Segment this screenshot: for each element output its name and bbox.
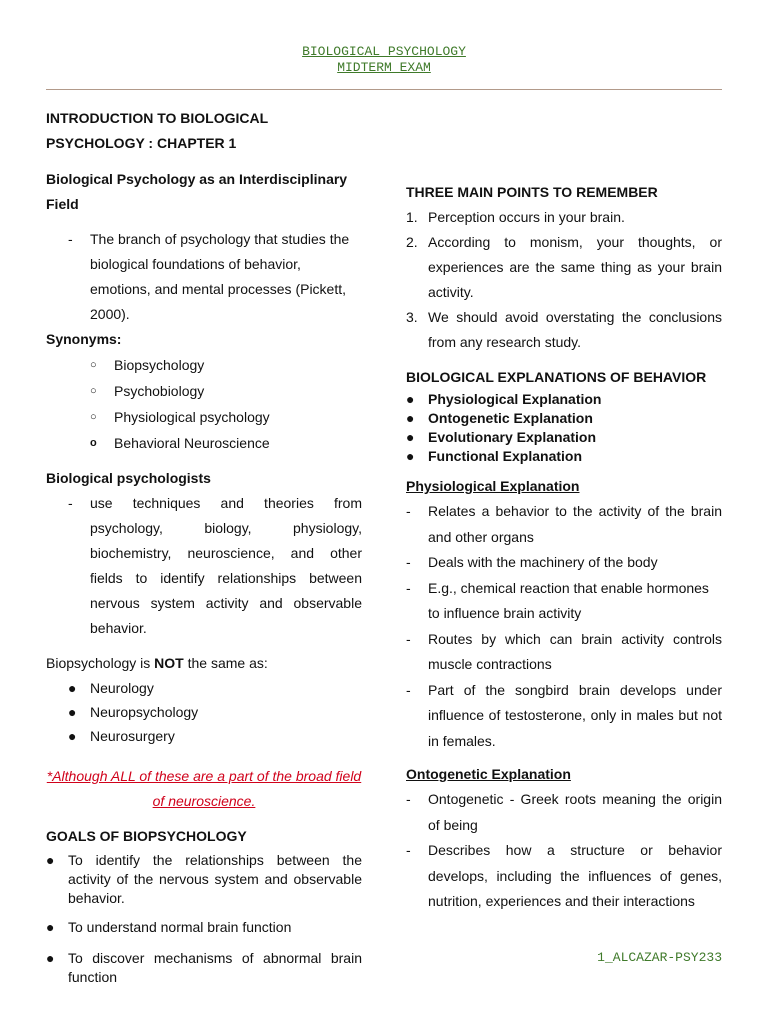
list-item: ○ Physiological psychology: [90, 409, 270, 425]
not-same-text: Biopsychology is NOT the same as:: [46, 655, 268, 671]
psychologists-desc: - use techniques and theories from psychology, biology, physiology, biochemistry, neuroscience, and other fields to identify relationships between nervous system activity and observable behavior.: [46, 491, 362, 641]
not-same-list: [46, 676, 362, 748]
goals-title: GOALS OF BIOPSYCHOLOGY: [46, 828, 247, 844]
list-item: - E.g., chemical reaction that enable hormones to influence brain activity: [406, 579, 709, 621]
list-item: - Describes how a structure or behavior develops, including the influences of genes, nutrition, experiences and their interactions: [406, 842, 722, 909]
list-item: - Part of the songbird brain develops under influence of testosterone, only in males but not in females.: [406, 681, 722, 749]
ontogenetic-title: Ontogenetic Explanation: [406, 766, 571, 782]
list-item: ● To identify the relationships between the activity of the nervous system and observable behavior.: [46, 852, 362, 906]
left-column: [46, 106, 362, 987]
list-item: - Ontogenetic - Greek roots meaning the origin of being: [406, 791, 722, 833]
ontogenetic-list: [406, 787, 722, 915]
list-item: ● Ontogenetic Explanation: [406, 410, 593, 426]
physiological-title: Physiological Explanation: [406, 478, 580, 494]
synonyms-list: [46, 352, 362, 456]
neuroscience-note: *Although ALL of these are a part of the broad field of neuroscience.: [46, 768, 362, 809]
list-item: ● Physiological Explanation: [406, 391, 602, 407]
list-item: ● To discover mechanisms of abnormal brain function: [46, 950, 362, 985]
list-item: ○ Biopsychology: [90, 357, 205, 373]
list-item: - Deals with the machinery of the body: [406, 554, 658, 570]
three-points-list: [406, 205, 722, 355]
list-item: - Routes by which can brain activity controls muscle contractions: [406, 630, 722, 672]
list-item: o Behavioral Neuroscience: [90, 435, 270, 451]
list-item: 2. According to monism, your thoughts, or experiences are the same thing as your brain activity.: [406, 234, 722, 300]
section-title-interdisciplinary: Biological Psychology as an Interdisciplinary Field: [46, 171, 348, 212]
list-item: ○ Psychobiology: [90, 383, 205, 399]
list-item: ● Neurosurgery: [68, 728, 175, 744]
list-item: ● Evolutionary Explanation: [406, 429, 597, 445]
explanations-list: [406, 390, 722, 466]
header-subtitle: MIDTERM EXAM: [337, 60, 431, 75]
explanations-title: BIOLOGICAL EXPLANATIONS OF BEHAVIOR: [406, 369, 707, 385]
header-title: BIOLOGICAL PSYCHOLOGY: [302, 44, 466, 59]
header-divider: [46, 89, 722, 90]
list-item: 1. Perception occurs in your brain.: [406, 209, 625, 225]
list-item: ● Functional Explanation: [406, 448, 583, 464]
psychologists-title: Biological psychologists: [46, 470, 211, 486]
list-item: ● To understand normal brain function: [46, 919, 292, 935]
list-item: ● Neurology: [68, 680, 154, 696]
physiological-list: [406, 499, 722, 754]
definition-text: - The branch of psychology that studies the biological foundations of behavior, emotions, and mental processes (Pickett, 2000).: [46, 227, 362, 327]
list-item: 3. We should avoid overstating the conclusions from any research study.: [406, 309, 722, 350]
right-column: [406, 180, 722, 915]
goals-list: [46, 851, 362, 987]
document-header: [0, 44, 768, 76]
list-item: ● Neuropsychology: [68, 704, 199, 720]
footer-code: 1_ALCAZAR-PSY233: [597, 950, 722, 965]
chapter-title: INTRODUCTION TO BIOLOGICAL PSYCHOLOGY : CHAPTER 1: [46, 110, 269, 151]
list-item: - Relates a behavior to the activity of the brain and other organs: [406, 503, 722, 545]
three-points-title: THREE MAIN POINTS TO REMEMBER: [406, 184, 658, 200]
synonyms-label: Synonyms:: [46, 331, 122, 347]
